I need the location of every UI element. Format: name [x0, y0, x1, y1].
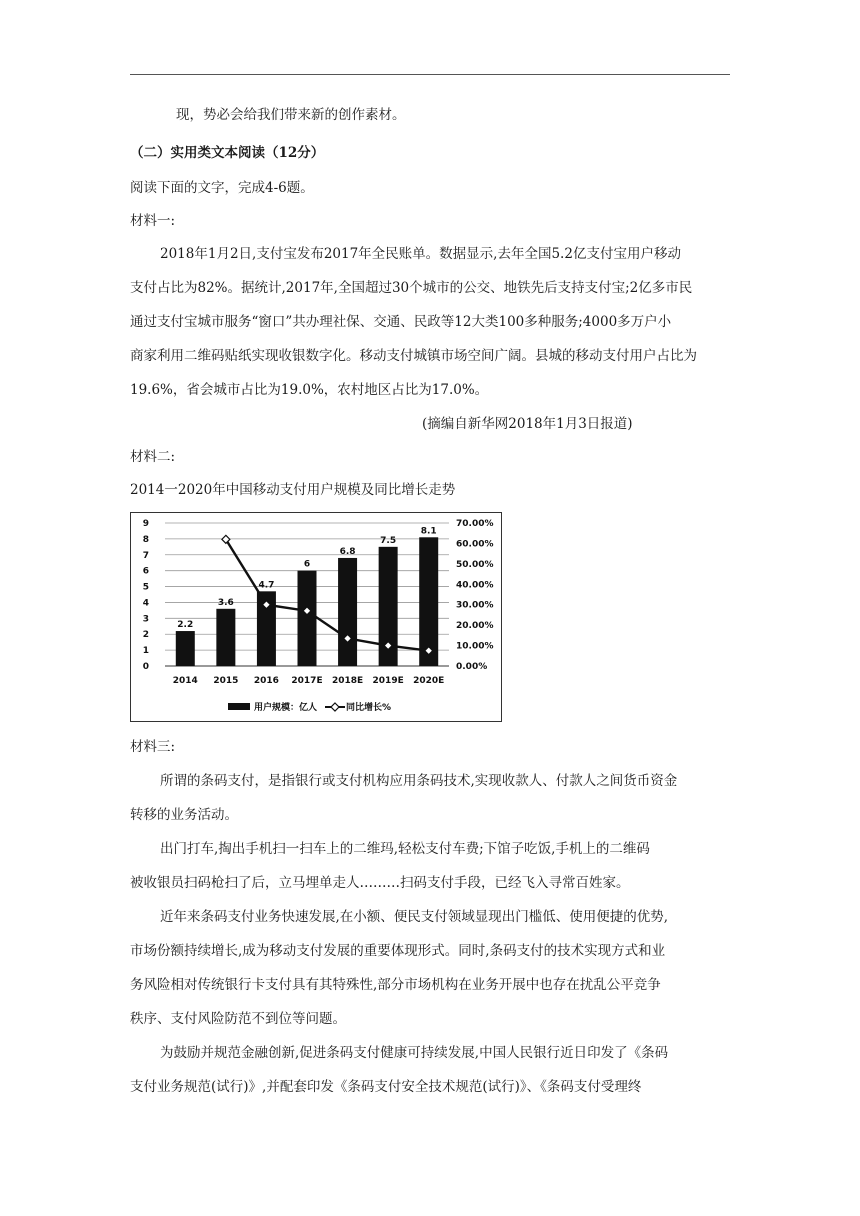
chart-frame — [130, 512, 502, 722]
legend-bar-swatch — [228, 703, 250, 710]
y-left-tick-label: 2 — [142, 630, 149, 641]
material3-line: 被收银员扫码枪扫了后，立马埋单走人………扫码支付手段，已经飞入寻常百姓家。 — [130, 875, 630, 891]
y-right-tick-label: 70.00% — [456, 519, 494, 529]
bar-data-label: 6.8 — [339, 546, 356, 557]
bar — [216, 609, 235, 666]
material3-line: 出门打车,掏出手机扫一扫车上的二维玛,轻松支付车费;下馆子吃饭,手机上的二维码 — [160, 841, 650, 857]
y-right-tick-label: 0.00% — [456, 662, 488, 672]
material3-label: 材料三: — [130, 739, 176, 755]
instruction: 阅读下面的文字，完成4-6题。 — [130, 180, 314, 196]
section-title: （二）实用类文本阅读（12分） — [130, 145, 325, 161]
material1-line: 商家利用二维码贴纸实现收银数字化。移动支付城镇市场空间广阔。县城的移动支付用户占比为 — [130, 348, 697, 364]
bar — [298, 571, 317, 666]
material3-line: 为鼓励并规范金融创新,促进条码支付健康可持续发展,中国人民银行近日印发了《条码 — [160, 1045, 669, 1061]
y-right-tick-label: 10.00% — [456, 641, 494, 652]
material1-label: 材料一: — [130, 213, 176, 229]
x-tick-label: 2018E — [331, 676, 364, 686]
y-left-tick-label: 8 — [142, 534, 149, 545]
legend-line-marker — [331, 703, 339, 711]
bar — [338, 558, 357, 666]
bar-data-label: 7.5 — [380, 535, 397, 546]
material3-line: 支付业务规范(试行)》,并配套印发《条码支付安全技术规范(试行)》、《条码支付受理终 — [130, 1079, 642, 1095]
material3-line: 转移的业务活动。 — [130, 807, 238, 823]
y-right-tick-label: 60.00% — [456, 539, 494, 550]
header-rule — [130, 74, 730, 75]
y-right-tick-label: 50.00% — [456, 559, 494, 570]
bar-data-label: 3.6 — [217, 597, 234, 608]
material3-line: 市场份额持续增长,成为移动支付发展的重要体现形式。同时,条码支付的技术实现方式和业 — [130, 943, 666, 959]
legend-line-label: 同比增长% — [346, 703, 392, 713]
material3-line: 近年来条码支付业务快速发展,在小额、便民支付领域显现出门槛低、使用便捷的优势, — [160, 909, 669, 925]
y-right-tick-label: 20.00% — [456, 621, 494, 632]
material3-line: 所谓的条码支付，是指银行或支付机构应用条码技术,实现收款人、付款人之间货币资金 — [160, 773, 678, 789]
chart-title: 2014一2020年中国移动支付用户规模及同比增长走势 — [130, 482, 456, 498]
x-tick-label: 2017E — [291, 676, 323, 686]
x-tick-label: 2020E — [413, 676, 445, 686]
material3-line: 秩序、支付风险防范不到位等问题。 — [130, 1011, 346, 1027]
y-left-tick-label: 0 — [142, 662, 149, 672]
legend-bar-label: 用户规模：亿人 — [254, 703, 318, 713]
x-tick-label: 2016 — [253, 676, 279, 686]
y-left-tick-label: 5 — [142, 582, 149, 593]
material1-line: 19.6%，省会城市占比为19.0%，农村地区占比为17.0%。 — [130, 382, 489, 398]
material1-line: 支付占比为82%。据统计,2017年,全国超过30个城市的公交、地铁先后支持支付宝;2亿多市民 — [130, 280, 693, 296]
x-tick-label: 2014 — [172, 676, 198, 686]
material1-line: 2018年1月2日,支付宝发布2017年全民账单。数据显示,去年全国5.2亿支付宝用户移动 — [160, 246, 681, 262]
material2-label: 材料二: — [130, 449, 176, 465]
bar-data-label: 4.7 — [258, 580, 275, 591]
x-tick-label: 2019E — [372, 676, 404, 686]
top-line: 现，势必会给我们带来新的创作素材。 — [176, 107, 406, 123]
bar-data-label: 8.1 — [420, 526, 437, 537]
material3-line: 务风险相对传统银行卡支付具有其特殊性,部分市场机构在业务开展中也存在扰乱公平竞争 — [130, 977, 661, 993]
y-left-tick-label: 9 — [142, 519, 149, 529]
x-tick-label: 2015 — [213, 676, 239, 686]
y-left-tick-label: 7 — [142, 550, 149, 561]
chart-svg — [131, 513, 503, 723]
material1-source: (摘编自新华网2018年1月3日报道) — [422, 416, 633, 432]
y-left-tick-label: 4 — [142, 598, 149, 609]
material1-line: 通过支付宝城市服务“窗口”共办理社保、交通、民政等12大类100多种服务;4000多万户小 — [130, 314, 672, 330]
y-right-tick-label: 40.00% — [456, 580, 494, 591]
y-left-tick-label: 1 — [142, 646, 149, 657]
bar — [176, 631, 195, 666]
bar-data-label: 2.2 — [177, 620, 194, 631]
y-left-tick-label: 6 — [142, 566, 149, 577]
y-left-tick-label: 3 — [142, 614, 149, 625]
y-right-tick-label: 30.00% — [456, 600, 494, 611]
bar-data-label: 6 — [303, 559, 311, 570]
